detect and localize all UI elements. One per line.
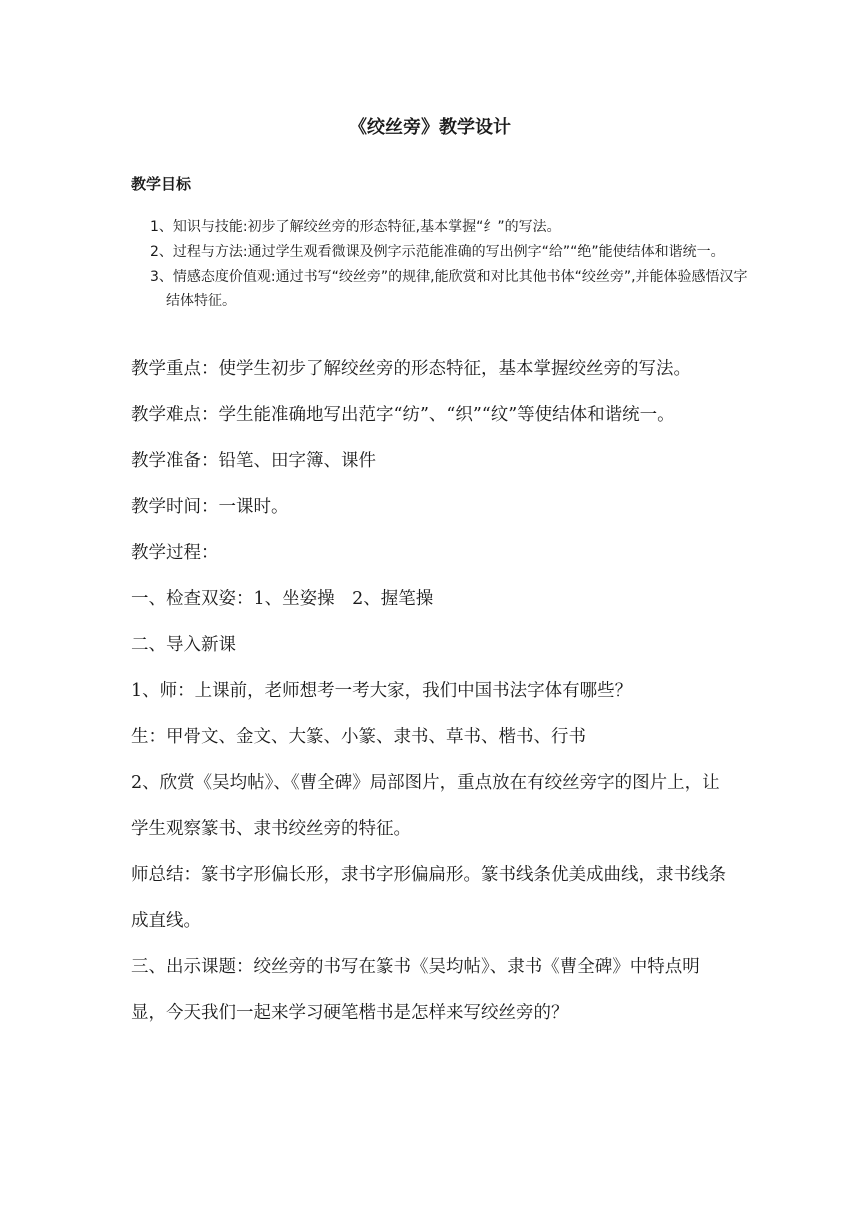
objectives-list bbox=[150, 215, 750, 314]
appreciation-paragraph: 2、欣赏《吴均帖》、《曹全碑》局部图片，重点放在有绞丝旁字的图片上，让学生观察篆书、隶书绞丝旁的特征。 bbox=[131, 773, 720, 839]
document-title: 《绞丝旁》教学设计 bbox=[349, 117, 511, 138]
student-answer-paragraph: 生：甲骨文、金文、大篆、小篆、隶书、草书、楷书、行书 bbox=[131, 727, 586, 747]
step-two-heading: 二、导入新课 bbox=[131, 635, 236, 655]
teacher-summary-paragraph: 师总结：篆书字形偏长形，隶书字形偏扁形。篆书线条优美成曲线，隶书线条成直线。 bbox=[131, 865, 726, 931]
objectives-heading: 教学目标 bbox=[131, 175, 192, 193]
key-point-paragraph: 教学重点：使学生初步了解绞丝旁的形态特征，基本掌握绞丝旁的写法。 bbox=[131, 359, 691, 379]
process-heading: 教学过程： bbox=[131, 543, 219, 563]
teacher-question-paragraph: 1、师：上课前，老师想考一考大家，我们中国书法字体有哪些？ bbox=[131, 681, 633, 701]
step-one-paragraph: 一、检查双姿：1、坐姿操 2、握笔操 bbox=[131, 589, 434, 609]
difficulty-paragraph: 教学难点：学生能准确地写出范字“纺”、“织”“纹”等使结体和谐统一。 bbox=[131, 405, 675, 425]
preparation-paragraph: 教学准备：铅笔、田字簿、课件 bbox=[131, 451, 376, 471]
objective-item-3: 3、情感态度价值观:通过书写“绞丝旁”的规律,能欣赏和对比其他书体“绞丝旁”,并能体验感悟汉字结体特征。 bbox=[150, 269, 748, 309]
lesson-body bbox=[131, 346, 731, 1036]
objective-item-1: 1、知识与技能:初步了解绞丝旁的形态特征,基本掌握“纟”的写法。 bbox=[150, 219, 561, 235]
step-three-paragraph: 三、出示课题：绞丝旁的书写在篆书《吴均帖》、隶书《曹全碑》中特点明显，今天我们一起来学习硬笔楷书是怎样来写绞丝旁的？ bbox=[131, 957, 700, 1023]
time-paragraph: 教学时间：一课时。 bbox=[131, 497, 289, 517]
objective-item-2: 2、过程与方法:通过学生观看微课及例字示范能准确的写出例字“给”“绝”能使结体和谐统一。 bbox=[150, 244, 725, 260]
